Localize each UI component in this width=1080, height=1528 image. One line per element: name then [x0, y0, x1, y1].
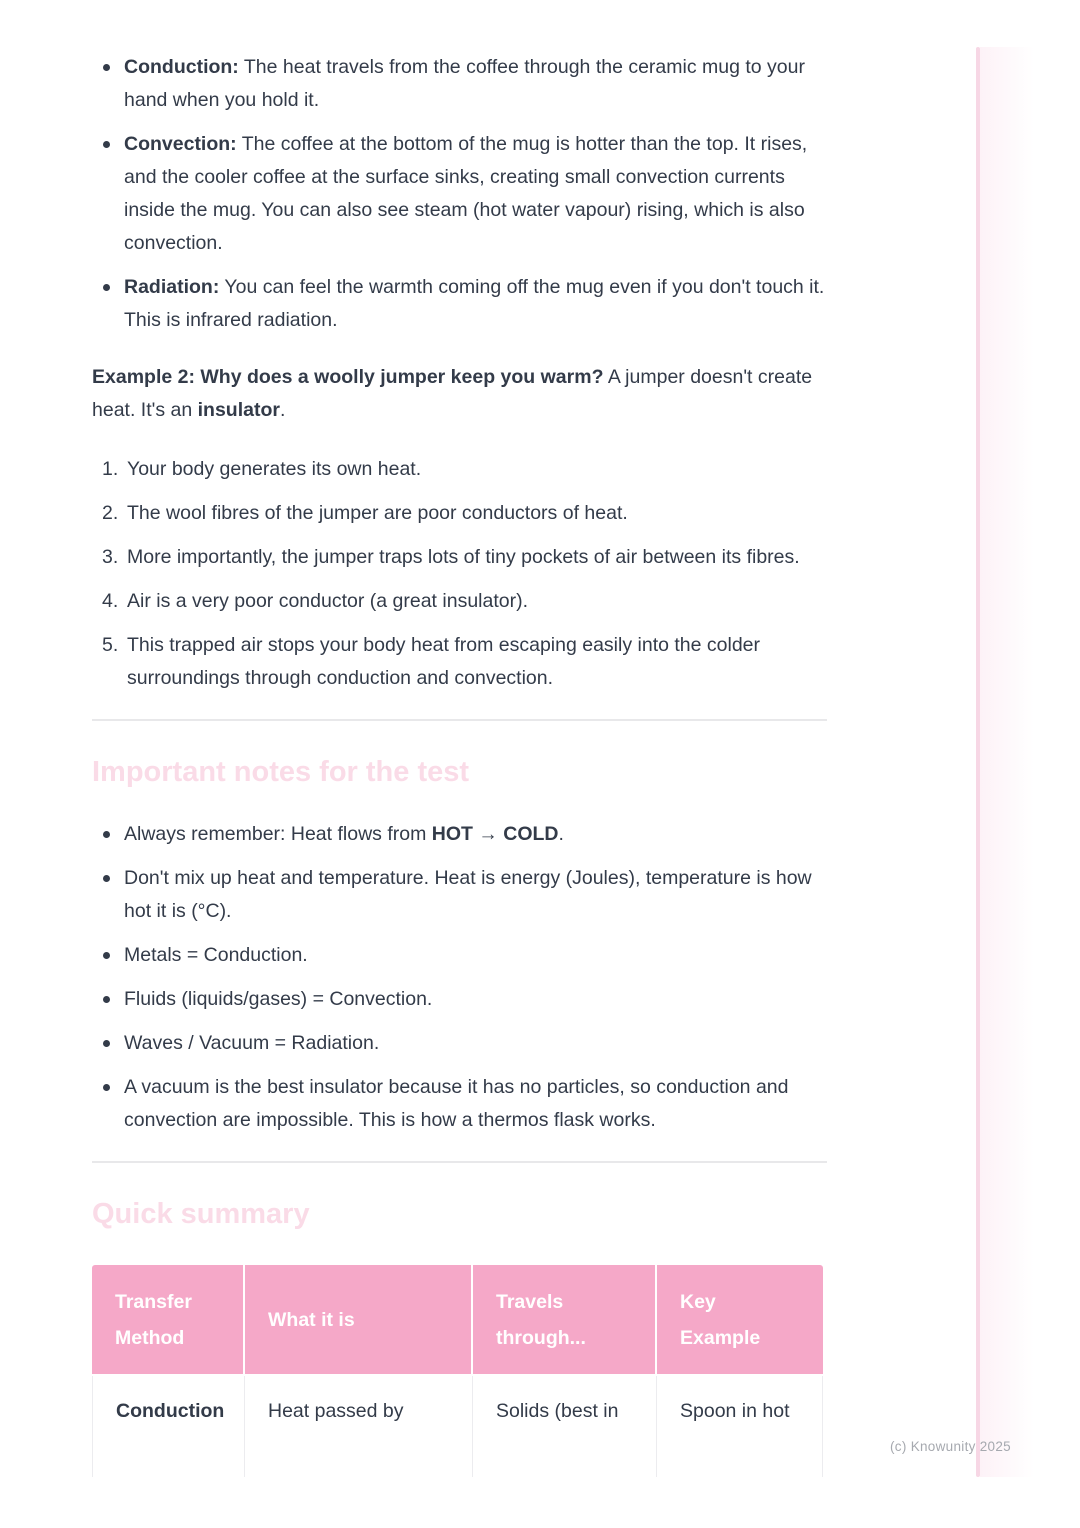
list-item	[92, 862, 827, 928]
term-label: Conduction:	[124, 56, 239, 78]
jumper-steps-numbered-list	[92, 453, 827, 695]
note-text: Always remember: Heat flows from	[124, 823, 432, 845]
item-number: 4.	[102, 590, 119, 612]
item-number: 2.	[102, 502, 119, 524]
bullet-marker	[103, 875, 110, 882]
term-description: The heat travels from the coffee through the ceramic mug to your hand when you hold it.	[124, 56, 805, 111]
example-2-title: Example 2: Why does a woolly jumper keep you warm?	[92, 366, 604, 388]
list-item	[92, 939, 827, 972]
list-item	[92, 1027, 827, 1060]
item-text: Your body generates its own heat.	[127, 458, 422, 480]
example-2-paragraph	[92, 361, 827, 427]
section-heading-important-notes: Important notes for the test	[92, 756, 470, 788]
note-text: A vacuum is the best insulator because it has no particles, so conduction and convection are impossible. This is how a thermos flask works.	[124, 1076, 789, 1131]
item-text: Air is a very poor conductor (a great insulator).	[127, 590, 529, 612]
table-cell: Heat passed by	[245, 1376, 473, 1477]
term-label: Convection:	[124, 133, 237, 155]
summary-table	[92, 1265, 823, 1477]
numbered-item	[92, 541, 827, 574]
note-text: Don't mix up heat and temperature. Heat is energy (Joules), temperature is how hot it is (°C).	[124, 867, 812, 922]
term-label: Radiation:	[124, 276, 220, 298]
item-text: The wool fibres of the jumper are poor conductors of heat.	[127, 502, 628, 524]
example-2-text: A jumper doesn't create heat. It's an	[92, 366, 813, 421]
bullet-marker	[103, 831, 110, 838]
bullet-marker	[103, 284, 110, 291]
section-divider	[92, 719, 827, 721]
bullet-marker	[103, 64, 110, 71]
note-text-end: .	[558, 823, 564, 845]
bullet-marker	[103, 1084, 110, 1091]
list-item	[92, 51, 827, 117]
summary-table-body	[92, 1376, 823, 1477]
important-notes-bullet-list	[92, 818, 827, 1137]
item-number: 3.	[102, 546, 119, 568]
copyright-watermark: (c) Knowunity 2025	[890, 1439, 1011, 1454]
bullet-marker	[103, 1040, 110, 1047]
table-cell: Conduction	[92, 1376, 245, 1477]
table-cell: Spoon in hot	[657, 1376, 823, 1477]
list-item	[92, 1071, 827, 1137]
numbered-item	[92, 629, 827, 695]
list-item	[92, 128, 827, 260]
bullet-marker	[103, 996, 110, 1003]
list-item	[92, 818, 827, 851]
document-content	[92, 0, 827, 1477]
example-2-text-end: .	[279, 399, 286, 421]
table-header-row	[92, 1265, 823, 1376]
term-description: You can feel the warmth coming off the mug even if you don't touch it. This is infrared radiation.	[124, 276, 825, 331]
page-edge-line	[976, 47, 980, 1477]
bullet-marker	[103, 141, 110, 148]
section-divider	[92, 1161, 827, 1163]
item-text: More importantly, the jumper traps lots of tiny pockets of air between its fibres.	[127, 546, 800, 568]
table-cell: Solids (best in	[473, 1376, 657, 1477]
insulator-term: insulator	[197, 399, 280, 421]
item-number: 1.	[102, 458, 119, 480]
table-header-cell: What it is	[245, 1265, 473, 1376]
note-text: Metals = Conduction.	[124, 944, 308, 966]
item-text: This trapped air stops your body heat from escaping easily into the colder surroundings through conduction and convection.	[127, 634, 761, 689]
list-item	[92, 271, 827, 337]
item-number: 5.	[102, 634, 119, 656]
table-header-cell: Key Example	[657, 1265, 823, 1376]
list-item	[92, 983, 827, 1016]
table-header-cell: Transfer Method	[92, 1265, 245, 1376]
table-row	[92, 1376, 823, 1477]
summary-table-header	[92, 1265, 823, 1376]
table-header-cell: Travels through...	[473, 1265, 657, 1376]
note-text: Fluids (liquids/gases) = Convection.	[124, 988, 433, 1010]
numbered-item	[92, 585, 827, 618]
note-bold-text: HOT → COLD	[431, 823, 559, 845]
numbered-item	[92, 453, 827, 486]
section-heading-quick-summary: Quick summary	[92, 1198, 310, 1230]
heat-transfer-bullet-list	[92, 51, 827, 337]
page-edge-shade	[980, 47, 1034, 1477]
note-text: Waves / Vacuum = Radiation.	[124, 1032, 380, 1054]
bullet-marker	[103, 952, 110, 959]
numbered-item	[92, 497, 827, 530]
term-description: The coffee at the bottom of the mug is hotter than the top. It rises, and the cooler coffee at the surface sinks, creating small convection currents inside the mug. You can also see steam (hot water vapour) rising, which is also convection.	[124, 133, 808, 254]
